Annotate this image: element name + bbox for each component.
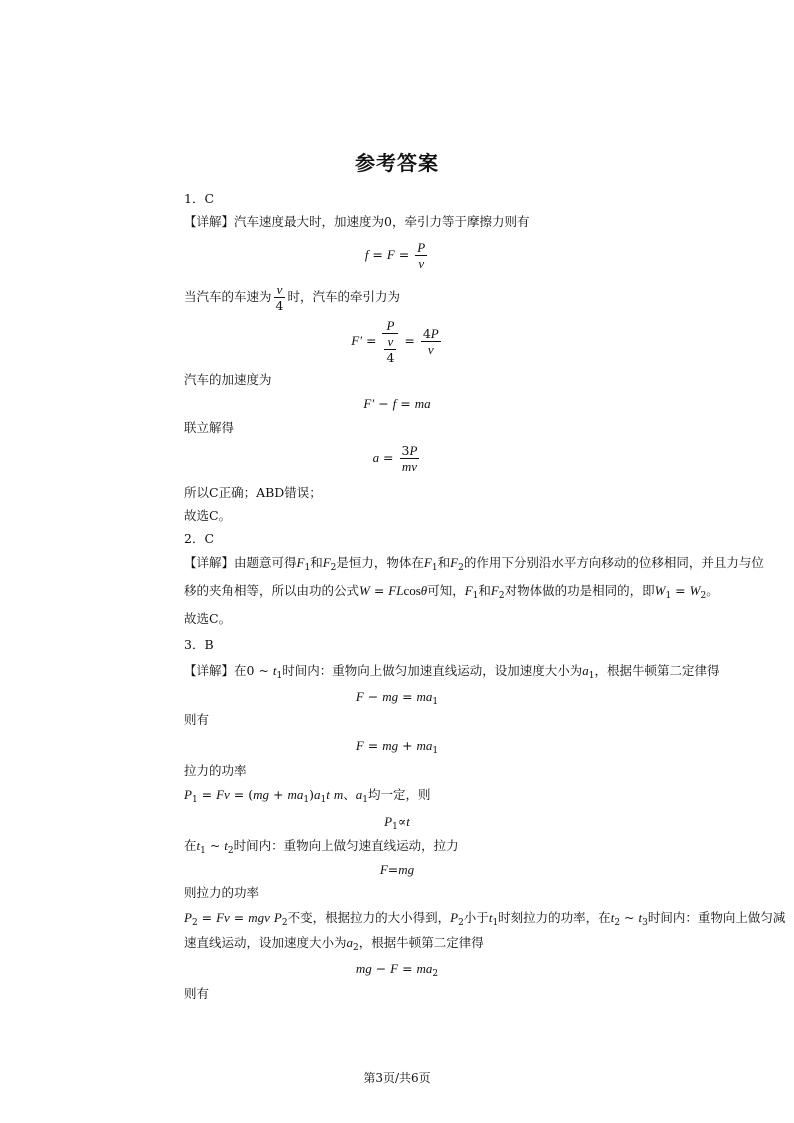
q1-choice: 故选C。 [184, 508, 232, 523]
equation-f-eq-p-over-v: f = F = $\frac{P}{v}$ [364, 240, 426, 271]
equation-newton-2: F − mg = $ma_1$ [355, 689, 439, 707]
q3-explanation-4: 速直线运动，设加速度大小为$a_2$，根据牛顿第二定律得 [184, 935, 484, 953]
q2-answer: 2．C [184, 531, 215, 546]
q3-then-1: 则有 [184, 712, 210, 727]
q3-power-expression: $P_1 = Fv = (mg + ma_1)a_1t$ m、$a_1$均一定，则 [184, 787, 431, 805]
q3-power-label-2: 则拉力的功率 [184, 885, 260, 900]
q2-choice: 故选C。 [184, 611, 232, 626]
q1-explanation-4: 联立解得 [184, 420, 235, 435]
q3-power-label: 拉力的功率 [184, 763, 247, 778]
page-footer: 第3页/共6页 [363, 1071, 431, 1085]
q1-explanation-1: 【详解】汽车速度最大时，加速度为0，牵引力等于摩擦力则有 [184, 214, 530, 229]
q2-explanation-1: 【详解】由题意可得$F_1$和$F_2$是恒力，物体在$F_1$和$F_2$的作用下分别沿水平方向移动的位移相同，并且力与位 [184, 555, 764, 573]
equation-a-result: a = $\frac{3P}{mv}$ [372, 443, 418, 474]
q3-explanation-2: 在$t_1$ ~ $t_2$时间内：重物向上做匀速直线运动，拉力 [184, 838, 459, 856]
equation-f-prime: F′ = $\frac{P}{\frac{v}{4}}$ = $\frac{4P}{v}$ [351, 318, 439, 365]
q3-answer: 3．B [184, 637, 214, 652]
equation-f-eq-mg: F=mg [379, 862, 415, 877]
q1-explanation-3: 汽车的加速度为 [184, 372, 272, 387]
equation-f-expression: F = mg + $ma_1$ [355, 738, 439, 756]
page-title: 参考答案 [355, 151, 439, 175]
q1-answer: 1．C [184, 191, 215, 206]
equation-proportional: $P_1\propto t$ [384, 814, 410, 832]
q1-conclusion: 所以C正确；ABD错误； [184, 485, 322, 500]
equation-newton-3: mg − $F = ma_2$ [355, 961, 439, 979]
q1-explanation-2: 当汽车的车速为 $\frac{v}{4}$ 时，汽车的牵引力为 [184, 282, 400, 313]
q3-explanation-1: 【详解】在0 ~ $t_1$时间内：重物向上做匀加速直线运动，设加速度大小为$a_1$，根据牛顿第二定律得 [184, 663, 720, 681]
q2-explanation-2: 移的夹角相等，所以由功的公式W = FLcosθ可知，$F_1$和$F_2$对物体做的功是相同的，即$W_1 = W_2$。 [184, 583, 719, 601]
q3-explanation-3: $P_2 = Fv$ = mgv $P_2$不变，根据拉力的大小得到，$P_2$小于$t_1$时刻拉力的功率，在$t_2$ ~ $t_3$时间内：重物向上做匀减 [184, 910, 786, 928]
equation-newton-1: F′ − f = ma [363, 396, 431, 411]
q3-then-2: 则有 [184, 986, 210, 1001]
